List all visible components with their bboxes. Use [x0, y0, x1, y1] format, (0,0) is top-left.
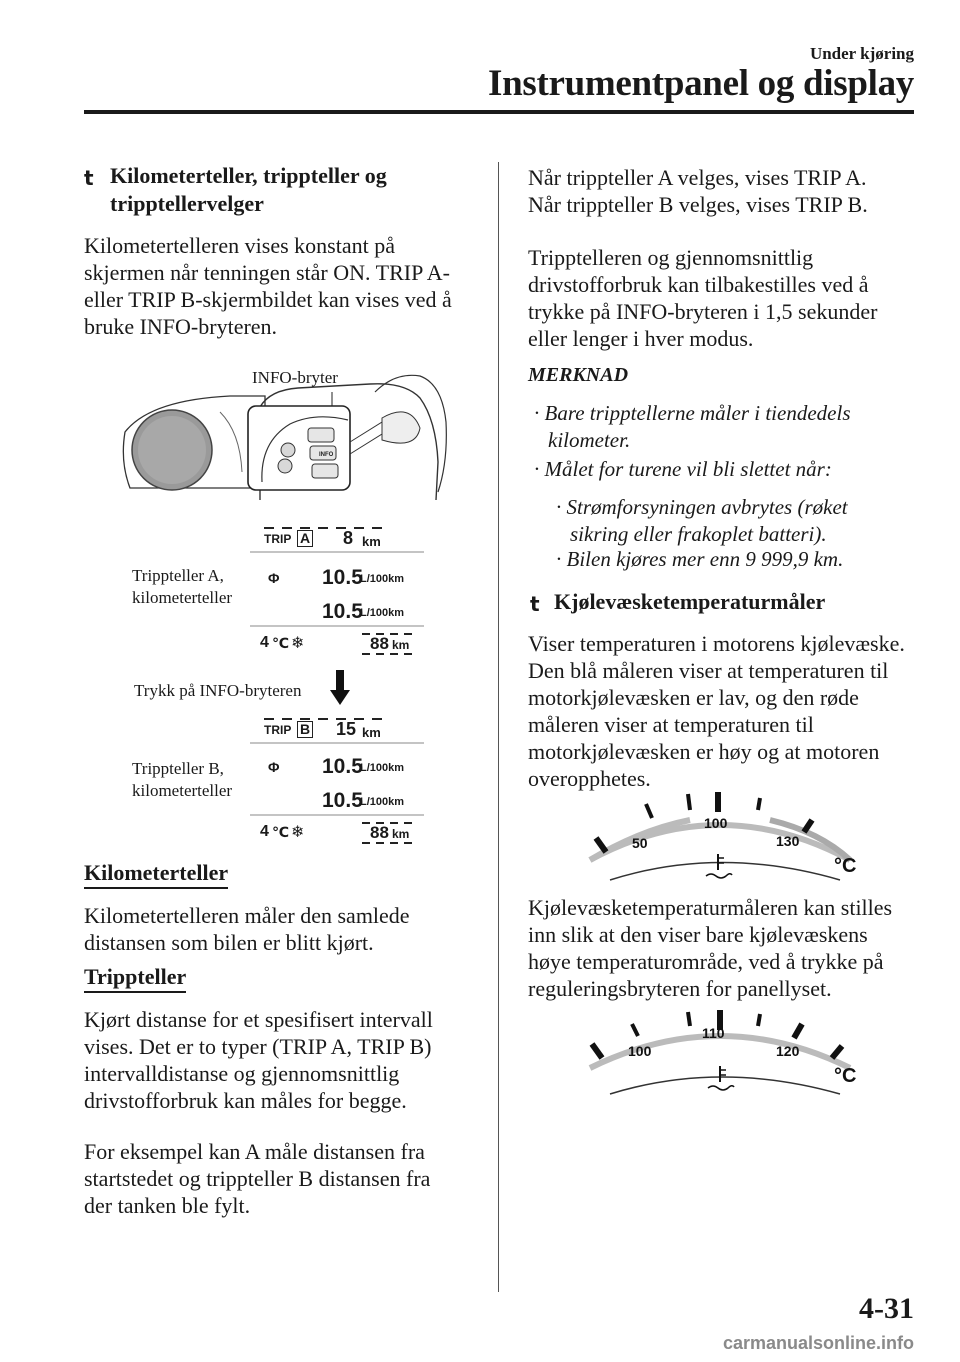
note-bullet-1: · Bare tripptellerne måler i tiendedels kilometer. — [534, 401, 851, 452]
coolant-temp-icon — [708, 1066, 734, 1090]
coolant-temp-icon — [706, 854, 732, 878]
arrow-down-icon — [330, 670, 350, 706]
coolant-paragraph: Viser temperaturen i motorens kjølevæske. Den blå måleren viser at temperaturen til motorkjølevæsken er lav, og den røde måleren viser at temperaturen til motorkjølevæsken er høy og at motoren overopphetes. — [528, 631, 905, 791]
subheading-tripmeter: Trippteller — [84, 964, 186, 993]
note-sub-bullet-1: · Strømforsyningen avbrytes (røket sikring eller frakoplet batteri). — [556, 495, 848, 546]
steering-wheel-illustration — [120, 362, 450, 504]
fuel-icon: Φ — [268, 759, 280, 775]
column-divider — [498, 162, 499, 1292]
intro-paragraph: Kilometertelleren vises konstant på skjermen når tenningen står ON. TRIP A- eller TRIP B-skjermbildet kan vises ved å bruke INFO-bryteren. — [84, 233, 452, 339]
coolant-setting-paragraph: Kjølevæsketemperaturmåleren kan stilles inn slik at den viser bare kjølevæskens høye temperaturområde, ved å trykke på reguleringsbryteren for panellyset. — [528, 895, 893, 1001]
lcd-trip-a: TRIP A 8 km Φ 10.5 L/100km 10.5 L/100km 4 ℃ ❄ 88 km — [250, 522, 424, 656]
section-label: Under kjøring — [809, 44, 914, 63]
svg-text:100: 100 — [704, 815, 728, 831]
heading-marker-icon: t — [530, 592, 540, 616]
tripmeter-example-paragraph: For eksempel kan A måle distansen fra startstedet og trippteller B distansen fra der tanken ble fylt. — [84, 1139, 431, 1218]
svg-text:130: 130 — [776, 833, 800, 849]
page-title: Instrumentpanel og display — [487, 63, 914, 104]
svg-text:50: 50 — [632, 835, 648, 851]
svg-text:110: 110 — [702, 1025, 725, 1041]
heading-coolant: Kjølevæsketemperaturmåler — [554, 589, 826, 614]
bullet-dot: · — [556, 495, 567, 519]
snowflake-icon: ❄ — [291, 824, 305, 841]
page-number: 4-31 — [859, 1292, 914, 1325]
svg-text:°C: °C — [834, 1065, 857, 1087]
tripmeter-paragraph: Kjørt distanse for et spesifisert intervall vises. Det er to typer (TRIP A, TRIP B) intervalldistanse og gjennomsnittlig drivstofforbruk kan måles for begge. — [84, 1007, 433, 1113]
lcd-trip-b: TRIP B 15 km Φ 10.5 L/100km 10.5 L/100km 4 ℃ ❄ 88 km — [250, 713, 424, 847]
bullet-dot: · — [534, 457, 545, 481]
info-switch-label: INFO-bryter — [252, 368, 338, 387]
trip-selection-paragraph: Når trippteller A velges, vises TRIP A. Når trippteller B velges, vises TRIP B. — [528, 165, 868, 217]
info-button-text: INFO — [319, 452, 334, 458]
bullet-dot: · — [556, 547, 567, 571]
coolant-gauge-full — [580, 790, 870, 890]
note-bullet-2: · Målet for turene vil bli slettet når: — [534, 457, 832, 481]
trip-a-caption: Trippteller A, kilometerteller — [132, 566, 233, 607]
press-info-caption: Trykk på INFO-bryteren — [134, 681, 302, 700]
svg-text:°C: °C — [834, 855, 857, 877]
svg-text:120: 120 — [776, 1043, 800, 1059]
coolant-gauge-high-range — [580, 1008, 870, 1098]
trip-b-caption: Trippteller B, kilometerteller — [132, 759, 233, 800]
snowflake-icon: ❄ — [291, 635, 305, 652]
bullet-dot: · — [534, 401, 545, 425]
heading-odometer: Kilometerteller, trippteller og tripptellervelger — [110, 163, 387, 216]
subheading-odometer: Kilometerteller — [84, 860, 228, 889]
heading-marker-icon: t — [84, 166, 94, 190]
fuel-icon: Φ — [268, 570, 280, 586]
note-title: MERKNAD — [528, 364, 629, 386]
odometer-paragraph: Kilometertelleren måler den samlede distansen som bilen er blitt kjørt. — [84, 903, 410, 955]
svg-text:100: 100 — [628, 1043, 652, 1059]
reset-paragraph: Tripptelleren og gjennomsnittlig drivstofforbruk kan tilbakestilles ved å trykke på INFO-bryteren i 1,5 sekunder eller lenger i hver modus. — [528, 245, 878, 351]
footer-watermark: carmanualsonline.info — [722, 1333, 914, 1353]
header-rule — [84, 110, 914, 114]
note-sub-bullet-2: · Bilen kjøres mer enn 9 999,9 km. — [556, 547, 844, 571]
